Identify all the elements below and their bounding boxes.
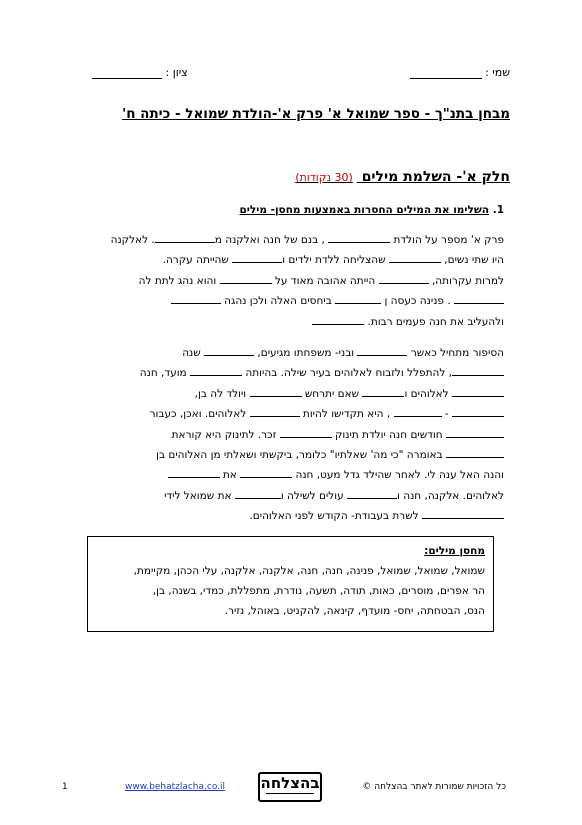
text-segment: לשרת בעבודת- הקודש לפני האלוהים. [249,510,419,523]
text-segment: , היא תקדישו להיות [302,408,391,421]
fill-blank[interactable] [452,365,504,376]
text-line [84,343,504,363]
text-segment: לאלוהים. אלקנה, חנה ו [397,489,504,502]
text-line [84,404,504,424]
fill-blank[interactable] [312,314,364,325]
text-segment: זכר. לתינוק היא קוראת [171,428,277,441]
fill-blank[interactable] [446,447,504,458]
text-segment: ולהעליב את חנה פעמים רבות. [367,315,504,328]
text-segment: , להתפלל ולזבוח לאלוהים בעיר שילה. בהיותה [245,367,452,380]
text-segment: באומרה "כי מה' שאלתיו" כלומר, ביקשתי ושאלתי מן האלוהים בן [156,448,443,461]
fill-blank[interactable] [235,488,281,499]
fill-blank[interactable] [250,386,302,397]
fill-blank[interactable] [155,232,215,243]
text-segment: ביחסים האלה ולכן נהגה [224,295,332,308]
fill-blank[interactable] [335,293,381,304]
section-label: חלק א'- השלמת מילים [361,169,510,185]
section-points: (30 נקודות) [295,171,353,184]
text-segment: והנה האל ענה לי. לאחר שהילד גדל מעט, חנה [295,469,504,482]
fill-blank[interactable] [394,406,442,417]
question-instruction [240,204,505,216]
logo-text: בהצלחה [260,774,320,792]
fill-blank[interactable] [389,252,441,263]
text-segment: והוא נהג לתת לה [138,274,217,287]
page-number: 1 [62,782,68,792]
paragraph-1 [84,230,504,332]
text-segment: שהייתה עקרה. [162,254,229,267]
text-segment: - [444,408,449,421]
text-segment: שנה [182,347,201,359]
text-line [84,230,504,250]
fill-blank[interactable] [446,427,504,438]
text-segment: ובני- משפחתו מגיעים, [257,347,355,359]
fill-blank[interactable] [347,488,397,499]
question-number: 1. [492,204,504,216]
text-segment: ויולד לה בן, [194,387,247,400]
word-bank-line: הר אפרים, מוסרים, כאות, תודה, תשעה, נודרת, מתפללת, כמדי, בשנה, בן, [152,585,485,597]
text-line [84,271,504,291]
name-field [410,66,510,79]
grade-blank[interactable] [92,66,162,79]
fill-blank[interactable] [328,232,390,243]
text-line [84,425,504,445]
text-segment: . לאלקנה [110,234,155,246]
site-link[interactable]: www.behatzlacha.co.il [125,782,226,792]
fill-blank[interactable] [452,386,504,397]
text-segment: הסיפור מתחיל כאשר [410,347,504,359]
fill-blank[interactable] [232,252,282,263]
text-line [84,363,504,383]
fill-blank[interactable] [250,406,300,417]
text-line [84,291,504,311]
fill-blank[interactable] [357,345,407,356]
grade-field [92,66,188,79]
grade-label: ציון : [165,66,188,79]
header-row [92,66,510,86]
fill-blank[interactable] [171,293,221,304]
word-bank-line: שמואל, שמואל, שמואל, פנינה, חנה, חנה, אלקנה, אלקנה, עלי הכהן, מקיימת, [133,565,485,577]
fill-blank[interactable] [168,467,220,478]
word-bank-line: הנס, הבטחתה, יחס- מועדף, קינאה, להקניט, באוהל, נזיר. [224,605,485,617]
fill-blank[interactable] [379,273,429,284]
fill-blank[interactable] [240,467,292,478]
fill-blank[interactable] [190,365,242,376]
word-bank-title: מחסן מילים: [424,545,485,557]
text-segment: שאם יתרחש [304,387,360,400]
text-segment: עולים לשילה ו [280,489,344,502]
text-line [84,312,504,332]
text-segment: , בנם של חנה ואלקנה מ [214,234,325,246]
name-blank[interactable] [410,66,482,79]
fill-blank[interactable] [452,406,504,417]
text-line [84,384,504,404]
text-segment: חודשים חנה יולדת תינוק [334,428,443,441]
paragraph-2 [84,343,504,527]
fill-blank[interactable] [362,386,404,397]
copyright-text: כל הזכויות שמורות לאתר בהצלחה © [362,782,506,792]
fill-blank[interactable] [422,508,504,519]
text-line [84,506,504,526]
text-segment: . פנינה כעסה ן [384,295,451,308]
fill-blank[interactable] [280,427,332,438]
text-segment: למרות עקרותה, [431,274,504,287]
text-line [84,250,504,270]
text-segment: לאלוהים ו [404,387,449,400]
text-segment: את שמואל לידי [164,489,232,502]
text-segment: היו שתי נשים, [444,254,504,267]
fill-blank[interactable] [204,345,254,356]
footer [0,770,582,810]
text-segment: פרק א' מספר על הולדת [393,234,504,246]
text-segment: מועד, חנה [139,367,187,380]
logo-underline [266,793,314,797]
text-line [84,465,504,485]
name-label: שמי : [485,66,510,79]
question-text: השלימו את המילים החסרות באמצעות מחסן- מילים [239,204,490,216]
fill-blank[interactable] [220,273,272,284]
page-title: מבחן בתנ"ך - ספר שמואל א' פרק א'-הולדת שמואל - כיתה ח' [122,106,510,122]
text-line [84,445,504,465]
text-segment: הייתה אהובה מאוד על [274,274,376,287]
text-line [84,486,504,506]
word-bank-box [87,536,494,632]
section-heading [295,169,510,185]
fill-blank[interactable] [454,293,504,304]
text-segment: לאלוהים. ואכן, כעבור [149,408,247,421]
text-segment: את [222,469,237,482]
text-segment: שהצליחה ללדת ילדים ו [282,254,386,267]
behatzlacha-logo [258,772,322,802]
